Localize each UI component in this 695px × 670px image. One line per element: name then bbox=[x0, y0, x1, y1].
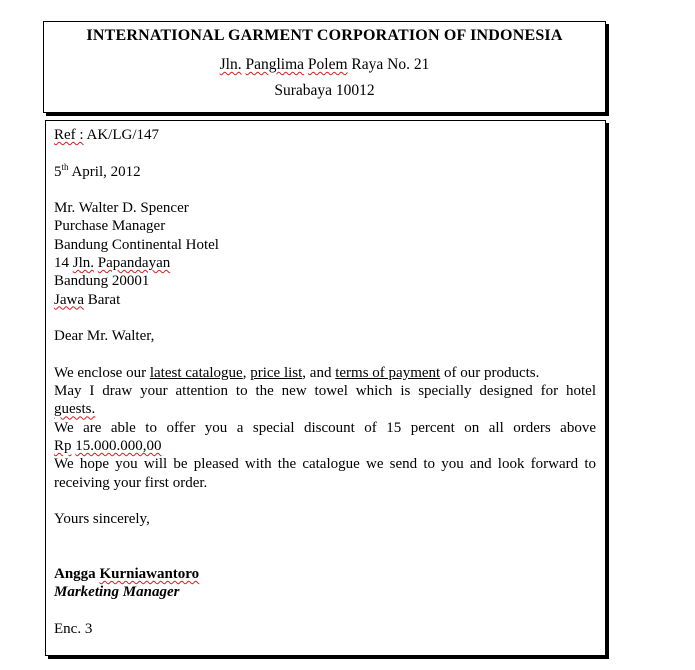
recipient-title: Purchase Manager bbox=[54, 218, 166, 235]
signer-last: Kurniawantoro bbox=[99, 566, 200, 583]
recipient-province bbox=[54, 291, 596, 309]
salutation: Dear Mr. Walter, bbox=[54, 328, 155, 345]
paragraph-text: , bbox=[242, 364, 247, 381]
signer-name bbox=[54, 565, 596, 583]
street-word: Jln. bbox=[219, 56, 242, 73]
street-word: Raya No. 21 bbox=[351, 56, 430, 73]
terms-of-payment-text: terms of payment bbox=[335, 364, 441, 381]
latest-catalogue-text: latest catalogue bbox=[149, 364, 243, 381]
paragraph-4-line-1: We hope you will be pleased with the catalogue we send to you and look forward to bbox=[54, 456, 596, 473]
date-line bbox=[54, 163, 596, 181]
paragraph-text: We enclose our bbox=[54, 364, 147, 381]
reference-line bbox=[54, 126, 596, 144]
recipient-hotel: Bandung Continental Hotel bbox=[54, 236, 219, 253]
recipient-city: Bandung 20001 bbox=[54, 273, 150, 290]
letter-body-box bbox=[45, 120, 606, 656]
price-list-text: price list bbox=[250, 364, 303, 381]
reference-value: AK/LG/147 bbox=[86, 127, 160, 143]
street-word: Polem bbox=[307, 56, 348, 73]
paragraph-3-line-1: We are able to offer you a special discount of 15 percent on all orders above bbox=[54, 419, 596, 436]
date-suffix: th bbox=[61, 161, 69, 172]
paragraph-3-line-2 bbox=[54, 437, 596, 455]
street-word: Papandayan bbox=[97, 255, 171, 272]
signer-first: Angga bbox=[54, 566, 96, 583]
paragraph-text: of our products. bbox=[443, 364, 540, 381]
street-number: 14 bbox=[54, 255, 69, 272]
paragraph-text: guests. bbox=[54, 401, 96, 418]
paragraph-2-line-1: May I draw your attention to the new towel which is specially designed for hotel bbox=[54, 383, 596, 400]
street-word: Jln. bbox=[72, 255, 95, 272]
enclosure: Enc. 3 bbox=[54, 621, 93, 638]
date-day: 5 bbox=[54, 163, 62, 180]
letter-content bbox=[54, 126, 596, 638]
recipient-name: Mr. Walter D. Spencer bbox=[54, 200, 189, 217]
letterhead-box bbox=[43, 21, 606, 113]
recipient-street bbox=[54, 254, 596, 272]
province-word: Barat bbox=[87, 291, 121, 308]
company-city: Surabaya 10012 bbox=[274, 82, 375, 99]
signer-title: Marketing Manager bbox=[54, 584, 180, 601]
reference-label: Ref : bbox=[54, 127, 84, 143]
date-rest: April, 2012 bbox=[71, 163, 141, 180]
street-word: Panglima bbox=[245, 56, 305, 73]
amount-value: 15.000.000,00 bbox=[75, 438, 162, 455]
company-street bbox=[44, 56, 605, 74]
province-word: Jawa bbox=[54, 291, 84, 308]
currency-word: Rp bbox=[54, 438, 72, 455]
paragraph-1 bbox=[54, 364, 596, 382]
company-name: INTERNATIONAL GARMENT CORPORATION OF INDONESIA bbox=[86, 27, 563, 44]
closing: Yours sincerely, bbox=[54, 511, 150, 528]
paragraph-text: , and bbox=[302, 364, 332, 381]
paragraph-2-line-2 bbox=[54, 400, 596, 418]
paragraph-4-line-2: receiving your first order. bbox=[54, 474, 208, 491]
